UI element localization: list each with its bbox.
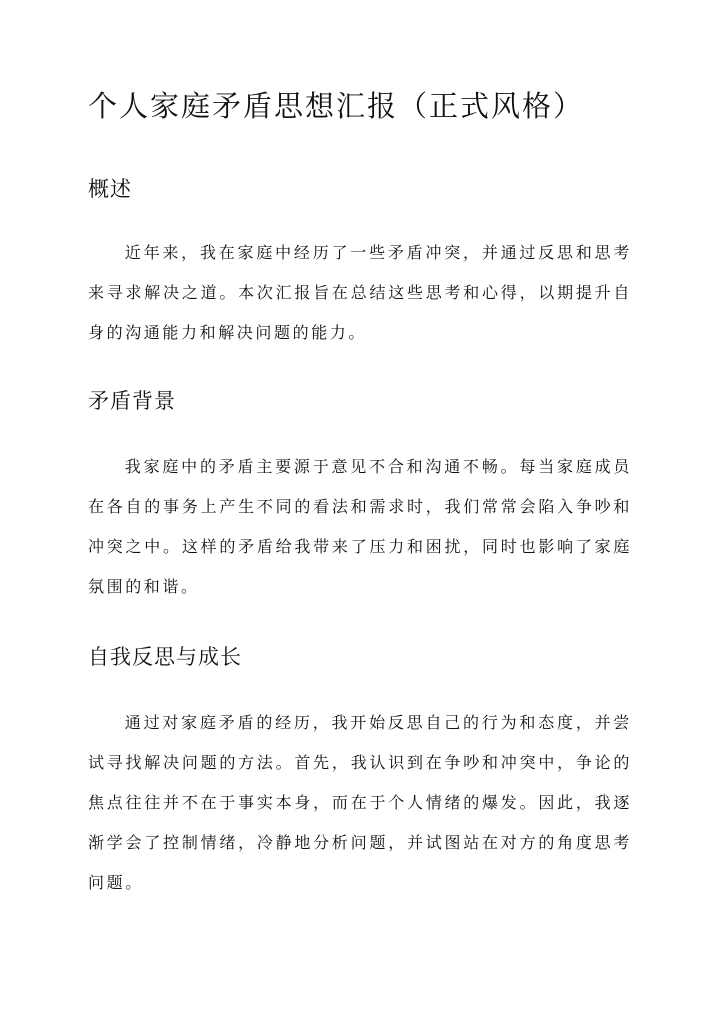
section-heading-overview: 概述	[88, 177, 132, 201]
section-paragraph-background: 我家庭中的矛盾主要源于意见不合和沟通不畅。每当家庭成员在各自的事务上产生不同的看法和需求时，我们常常会陷入争吵和冲突之中。这样的矛盾给我带来了压力和困扰，同时也影响了家庭氛围的和谐。	[88, 457, 632, 596]
section-heading-reflection: 自我反思与成长	[88, 645, 242, 669]
section-heading-background: 矛盾背景	[88, 389, 176, 413]
section-paragraph-overview: 近年来，我在家庭中经历了一些矛盾冲突，并通过反思和思考来寻求解决之道。本次汇报旨在总结这些思考和心得，以期提升自身的沟通能力和解决问题的能力。	[88, 243, 632, 342]
section-paragraph-reflection: 通过对家庭矛盾的经历，我开始反思自己的行为和态度，并尝试寻找解决问题的方法。首先，我认识到在争吵和冲突中，争论的焦点往往并不在于事实本身，而在于个人情绪的爆发。因此，我逐渐学会了控制情绪，冷静地分析问题，并试图站在对方的角度思考问题。	[88, 713, 632, 892]
document-title: 个人家庭矛盾思想汇报（正式风格）	[88, 89, 585, 123]
